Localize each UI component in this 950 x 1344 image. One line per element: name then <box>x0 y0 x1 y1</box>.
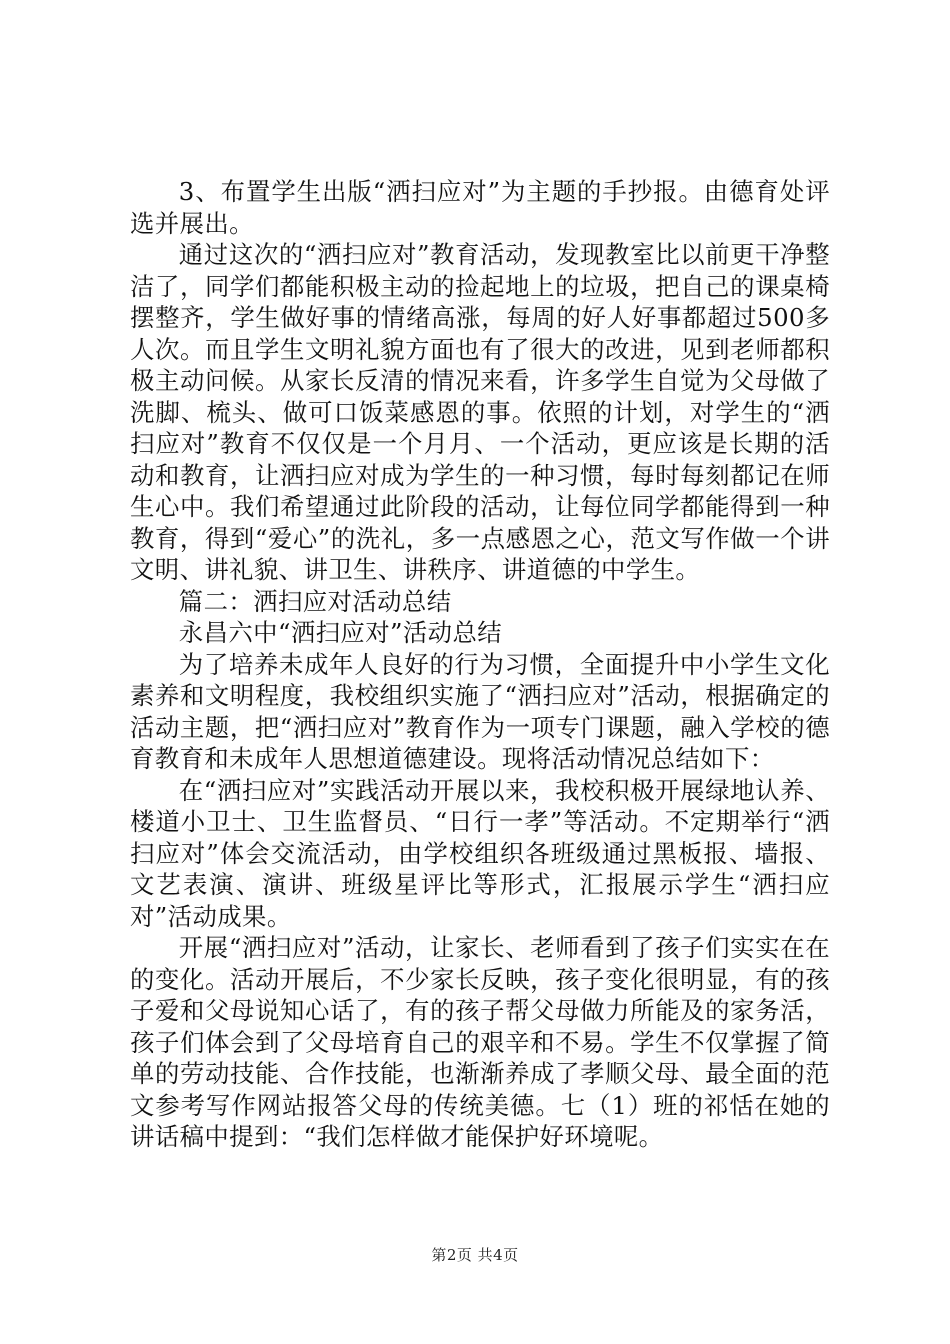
document-body <box>130 176 830 1153</box>
paragraph-practice-activities: 在“洒扫应对”实践活动开展以来，我校积极开展绿地认养、楼道小卫士、卫生监督员、“日行一孝”等活动。不定期举行“洒扫应对”体会交流活动，由学校组织各班级通过黑板报、墙报、文艺表演、演讲、班级星评比等形式，汇报展示学生“洒扫应对”活动成果。 <box>130 775 830 931</box>
paragraph-activity-results: 通过这次的“洒扫应对”教育活动，发现教室比以前更干净整洁了，同学们都能积极主动的捡起地上的垃圾，把自己的课桌椅摆整齐，学生做好事的情绪高涨，每周的好人好事都超过500多人次。而且学生文明礼貌方面也有了很大的改进，见到老师都积极主动问候。从家长反清的情况来看，许多学生自觉为父母做了洗脚、梳头、做可口饭菜感恩的事。依照的计划，对学生的“洒扫应对”教育不仅仅是一个月月、一个活动，更应该是长期的活动和教育，让洒扫应对成为学生的一种习惯，每时每刻都记在师生心中。我们希望通过此阶段的活动，让每位同学都能得到一种教育，得到“爱心”的洗礼，多一点感恩之心，范文写作做一个讲文明、讲礼貌、讲卫生、讲秩序、讲道德的中学生。 <box>130 240 830 584</box>
paragraph-introduction: 为了培养未成年人良好的行为习惯，全面提升中小学生文化素养和文明程度，我校组织实施了“洒扫应对”活动，根据确定的活动主题，把“洒扫应对”教育作为一项专门课题，融入学校的德育教育和未成年人思想道德建设。现将活动情况总结如下： <box>130 649 830 773</box>
section-title: 永昌六中“洒扫应对”活动总结 <box>178 618 503 647</box>
section-heading: 篇二：洒扫应对活动总结 <box>178 586 452 616</box>
page-number-footer: 第2页 共4页 <box>431 1246 519 1264</box>
paragraph-changes: 开展“洒扫应对”活动，让家长、老师看到了孩子们实实在在的变化。活动开展后，不少家长反映，孩子变化很明显，有的孩子爱和父母说知心话了，有的孩子帮父母做力所能及的家务活，孩子们体会到了父母培育自己的艰辛和不易。学生不仅掌握了简单的劳动技能、合作技能，也渐渐养成了孝顺父母、最全面的范文参考写作网站报答父母的传统美德。七（1）班的祁恬在她的讲话稿中提到：“我们怎样做才能保护好环境呢。 <box>130 933 830 1151</box>
paragraph-handcopy-newspaper: 3、布置学生出版“洒扫应对”为主题的手抄报。由德育处评选并展出。 <box>130 177 830 238</box>
